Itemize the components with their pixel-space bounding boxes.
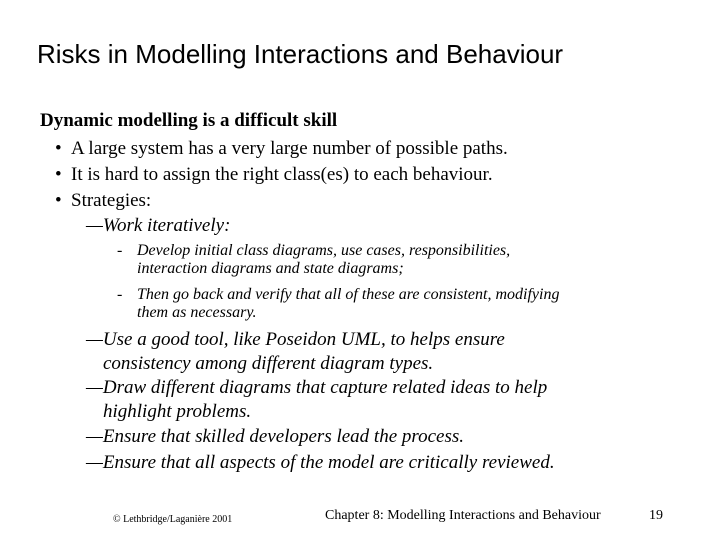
sub-marker: - xyxy=(117,286,123,303)
bullet-item xyxy=(55,163,493,187)
strategy-item: —Ensure that all aspects of the model are critically reviewed. xyxy=(86,452,555,473)
section-heading: Dynamic modelling is a difficult skill xyxy=(40,110,338,131)
sub-text: Then go back and verify that all of these are consistent, modifying xyxy=(137,286,560,303)
bullet-text: A large system has a very large number of possible paths. xyxy=(71,138,508,159)
strategy-text: —Draw different diagrams that capture related ideas to help xyxy=(86,377,548,398)
sub-item xyxy=(117,286,627,322)
strategy-item: —Work iteratively: xyxy=(86,215,231,236)
sub-text-continued: them as necessary. xyxy=(137,304,257,321)
bullet-marker: • xyxy=(55,138,62,159)
bullet-marker: • xyxy=(55,164,62,185)
bullet-item xyxy=(55,137,508,161)
strategy-text: —Use a good tool, like Poseidon UML, to helps ensure xyxy=(86,329,505,350)
sub-marker: - xyxy=(117,242,123,259)
bullet-item xyxy=(55,189,151,213)
page-number: 19 xyxy=(649,508,663,523)
strategy-text-continued: consistency among different diagram types. xyxy=(103,353,434,374)
strategy-item xyxy=(86,376,606,424)
bullet-text: Strategies: xyxy=(71,190,152,211)
slide-title: Risks in Modelling Interactions and Behaviour xyxy=(37,39,564,69)
strategy-item xyxy=(86,328,606,376)
sub-text-continued: interaction diagrams and state diagrams; xyxy=(137,260,404,277)
strategy-text-continued: highlight problems. xyxy=(103,401,252,422)
strategy-item: —Ensure that skilled developers lead the process. xyxy=(86,426,464,447)
footer-chapter: Chapter 8: Modelling Interactions and Behaviour xyxy=(325,508,601,523)
footer-copyright: © Lethbridge/Laganière 2001 xyxy=(113,514,233,525)
sub-text: Develop initial class diagrams, use cases, responsibilities, xyxy=(137,242,511,259)
bullet-marker: • xyxy=(55,190,62,211)
sub-item xyxy=(117,242,627,278)
bullet-text: It is hard to assign the right class(es) to each behaviour. xyxy=(71,164,493,185)
